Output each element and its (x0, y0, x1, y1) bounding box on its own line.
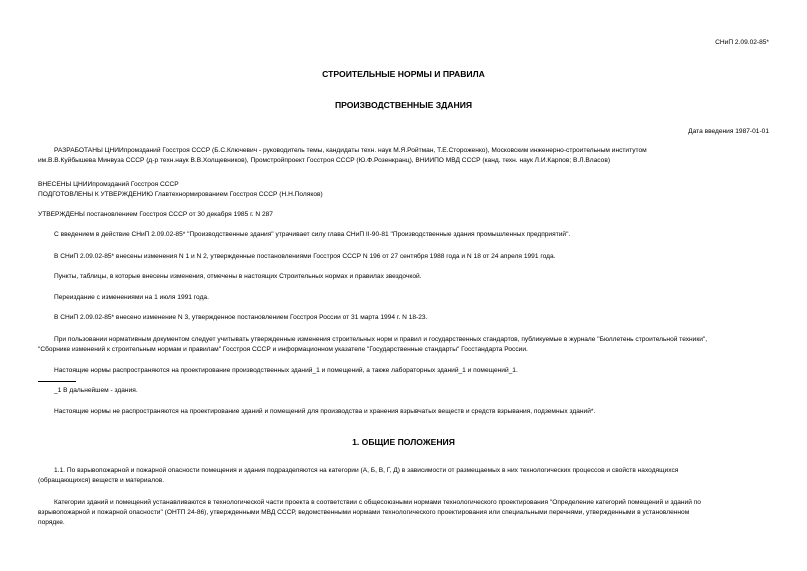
doc-code: СНиП 2.09.02-85* (715, 39, 769, 46)
paragraph-8: Настоящие нормы не распространяются на проектирование зданий и помещений для производства и хранения взрывчатых веществ и средств взрывания, подземных зданий*. (54, 408, 596, 415)
clause-1-2-line2: взрывопожарной и пожарной опасности" (ОНТП 24-86), утвержденными МВД СССР, ведомственными нормами технологического проектирования или специальными перечнями, утвержденными в установленном (38, 509, 690, 516)
developed-line2: им.В.В.Куйбышева Минвуза СССР (д-р техн.наук В.В.Холщевников), Промстройпроект Госстроя СССР (Ю.Ф.Розенкранц), ВНИИПО МВД СССР (канд. техн. наук Л.И.Карпов; В.Л.Власов) (38, 157, 611, 164)
clause-1-1-line1: 1.1. По взрывопожарной и пожарной опасности помещения и здания подразделяются на категории (А, Б, В, Г, Д) в зависимости от размещаемых в них технологических процессов и свойств находящихся (54, 467, 679, 474)
clause-1-1-line2: (обращающихся) веществ и материалов. (38, 477, 165, 484)
paragraph-4: Переиздание с изменениями на 1 июля 1991 года. (54, 294, 209, 301)
intro-date: Дата введения 1987-01-01 (688, 128, 769, 135)
footnote-divider (38, 381, 76, 382)
paragraph-7: Настоящие нормы распространяются на проектирование производственных зданий_1 и помещений, а также лабораторных зданий_1 и помещений_1. (54, 367, 518, 374)
developed-line1: РАЗРАБОТАНЫ ЦНИИпромзданий Госстроя СССР (Б.С.Ключевич - руководитель темы, кандидаты техн. наук М.Я.Ройтман, Т.Е.Стороженко), Московским инженерно-строительным институтом (54, 147, 647, 154)
paragraph-6-line2: "Сборнике изменений к строительным нормам и правилам" Госстроя СССР и информационном указателе "Государственные стандарты" Госстандарта России. (38, 346, 528, 353)
approved-line: УТВЕРЖДЕНЫ постановлением Госстроя СССР от 30 декабря 1985 г. N 287 (38, 211, 273, 218)
prepared-line: ПОДГОТОВЛЕНЫ К УТВЕРЖДЕНИЮ Главтехнормированием Госстроя СССР (Н.Н.Поляков) (38, 191, 323, 198)
paragraph-3: Пункты, таблицы, в которые внесены изменения, отмечены в настоящих Строительных нормах и правилах звездочкой. (54, 273, 422, 280)
paragraph-1: С введением в действие СНиП 2.09.02-85* "Производственные здания" утрачивает силу глава СНиП II-90-81 "Производственные здания промышленных предприятий". (54, 231, 571, 238)
main-title: СТРОИТЕЛЬНЫЕ НОРМЫ И ПРАВИЛА (322, 69, 485, 79)
paragraph-2: В СНиП 2.09.02-85* внесены изменения N 1 и N 2, утвержденные постановлениями Госстроя СССР N 196 от 27 сентября 1988 года и N 18 от 24 апреля 1991 года. (54, 253, 556, 260)
clause-1-2-line3: порядке. (38, 519, 65, 526)
clause-1-2-line1: Категории зданий и помещений устанавливаются в технологической части проекта в соответствии с общесоюзными нормами технологического проектирования "Определение категорий помещений и зданий по (54, 499, 701, 506)
introduced-line: ВНЕСЕНЫ ЦНИИпромзданий Госстроя СССР (38, 181, 179, 188)
paragraph-6-line1: При пользовании нормативным документом следует учитывать утвержденные изменения строительных норм и правил и государственных стандартов, публикуемые в журнале "Бюллетень строительной техники", (54, 336, 708, 343)
section-heading: 1. ОБЩИЕ ПОЛОЖЕНИЯ (352, 437, 455, 447)
sub-title: ПРОИЗВОДСТВЕННЫЕ ЗДАНИЯ (334, 100, 473, 110)
paragraph-5: В СНиП 2.09.02-85* внесено изменение N 3, утвержденное постановлением Госстроя России от 31 марта 1994 г. N 18-23. (54, 314, 428, 321)
footnote: _1 В дальнейшем - здания. (54, 387, 138, 394)
